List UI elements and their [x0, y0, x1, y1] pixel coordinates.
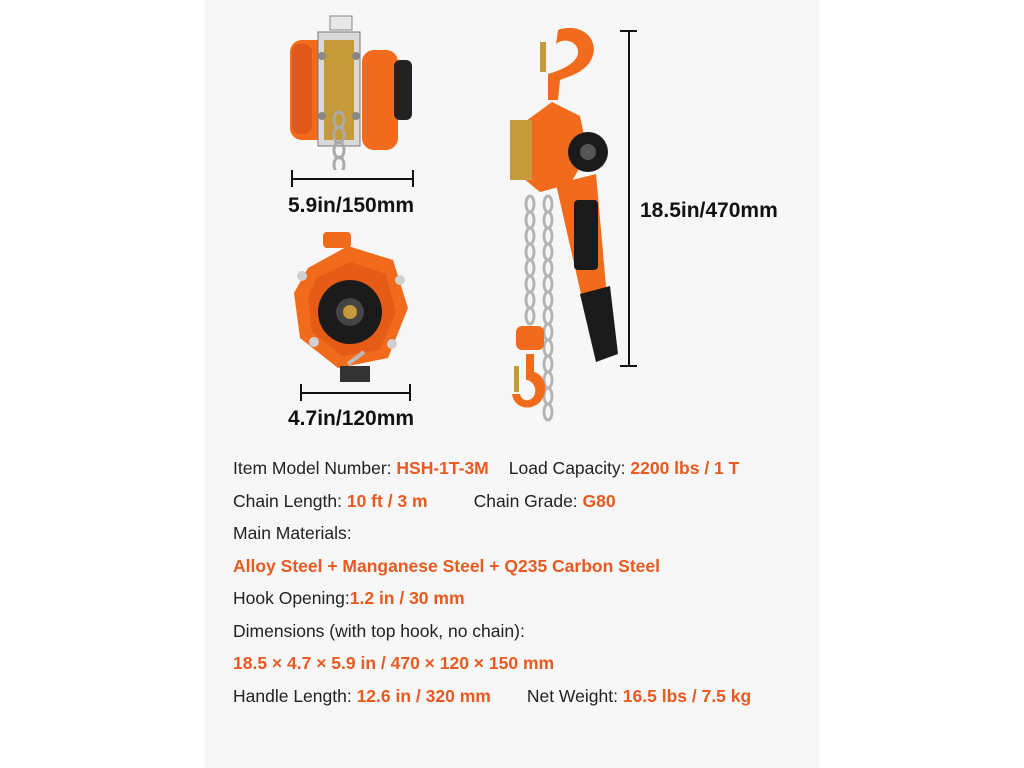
dimensions-value: 18.5 × 4.7 × 5.9 in / 470 × 120 × 150 mm: [233, 653, 555, 673]
lever-hoist-full-image: [500, 24, 630, 434]
height-dimension-line: [628, 30, 630, 366]
spec-row-chain: [233, 485, 803, 518]
width-dimension-tick-left: [291, 170, 293, 187]
width-dimension-tick-right: [412, 170, 414, 187]
main-materials-label: Main Materials:: [233, 523, 352, 543]
spec-row-dimensions-value: [233, 647, 803, 680]
spec-row-handle-weight: [233, 680, 803, 713]
spec-row-hook: [233, 582, 803, 615]
handle-length-label: Handle Length:: [233, 685, 357, 706]
height-dimension-label: 18.5in/470mm: [640, 199, 778, 222]
spec-row-dimensions-label: [233, 615, 803, 648]
diameter-dimension-label: 4.7in/120mm: [288, 407, 415, 430]
diameter-dimension-tick-right: [409, 384, 411, 401]
height-dimension-tick-bottom: [620, 365, 637, 367]
diameter-dimension-line: [300, 392, 410, 394]
diameter-dimension-tick-left: [300, 384, 302, 401]
hook-opening-value: 1.2 in / 30 mm: [349, 588, 465, 608]
net-weight-label: Net Weight:: [526, 685, 623, 706]
hook-opening-label: Hook Opening:: [233, 588, 350, 608]
load-capacity-label: Load Capacity:: [508, 458, 631, 478]
specifications-block: [233, 452, 803, 712]
chain-length-label: Chain Length:: [233, 490, 347, 511]
model-number-value: HSH-1T-3M: [396, 458, 489, 478]
load-capacity-value: 2200 lbs / 1 T: [630, 458, 740, 478]
handle-length-value: 12.6 in / 320 mm: [356, 685, 491, 706]
spec-row-model-capacity: [233, 452, 803, 485]
main-materials-value: Alloy Steel + Manganese Steel + Q235 Carbon Steel: [233, 555, 660, 576]
width-dimension-label: 5.9in/150mm: [288, 194, 415, 217]
height-dimension-tick-top: [620, 30, 637, 32]
dimensions-label: Dimensions (with top hook, no chain):: [233, 620, 525, 641]
spec-row-materials-value: [233, 550, 803, 583]
spec-row-materials-label: [233, 517, 803, 550]
hoist-front-view-image: [288, 228, 418, 388]
model-number-label: Item Model Number:: [233, 458, 397, 478]
width-dimension-line: [291, 178, 413, 180]
hoist-side-view-image: [282, 10, 422, 170]
chain-grade-value: G80: [582, 490, 616, 511]
chain-length-value: 10 ft / 3 m: [346, 490, 428, 511]
net-weight-value: 16.5 lbs / 7.5 kg: [622, 685, 752, 706]
chain-grade-label: Chain Grade:: [473, 490, 583, 511]
